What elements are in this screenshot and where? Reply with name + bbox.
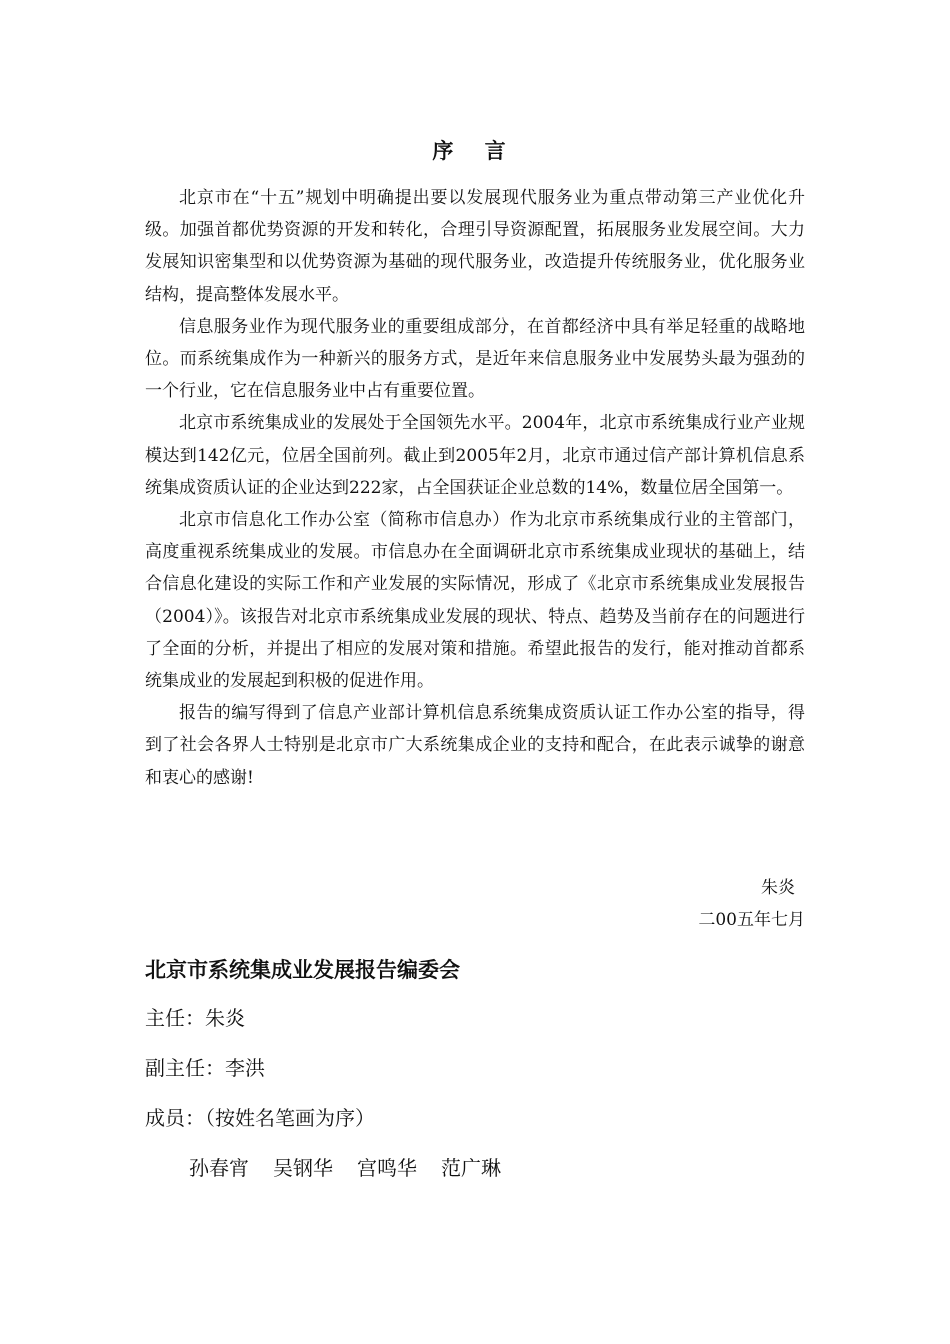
- preface-paragraph: 北京市在“十五”规划中明确提出要以发展现代服务业为重点带动第三产业优化升级。加强首都优势资源的开发和转化，合理引导资源配置，拓展服务业发展空间。大力发展知识密集型和以优势资源为基础的现代服务业，改造提升传统服务业，优化服务业结构，提高整体发展水平。: [145, 188, 805, 305]
- preface-author: 朱炎: [761, 878, 795, 898]
- preface-paragraph: 报告的编写得到了信息产业部计算机信息系统集成资质认证工作办公室的指导，得到了社会各界人士特别是北京市广大系统集成企业的支持和配合，在此表示诚挚的谢意和衷心的感谢!: [145, 703, 805, 788]
- committee-members-list: [189, 1150, 501, 1186]
- committee-member-name: 范广琳: [441, 1156, 501, 1180]
- committee-member-name: 孙春宵: [189, 1156, 249, 1180]
- preface-paragraph: 北京市系统集成业的发展处于全国领先水平。2004年，北京市系统集成行业产业规模达到142亿元，位居全国前列。截止到2005年2月，北京市通过信产部计算机信息系统集成资质认证的企业达到222家，占全国获证企业总数的14%，数量位居全国第一。: [145, 413, 805, 498]
- preface-paragraph: 北京市信息化工作办公室（简称市信息办）作为北京市系统集成行业的主管部门，高度重视系统集成业的发展。市信息办在全面调研北京市系统集成业现状的基础上，结合信息化建设的实际工作和产业发展的实际情况，形成了《北京市系统集成业发展报告（2004）》。该报告对北京市系统集成业发展的现状、特点、趋势及当前存在的问题进行了全面的分析，并提出了相应的发展对策和措施。希望此报告的发行，能对推动首都系统集成业的发展起到积极的促进作用。: [145, 510, 805, 692]
- committee-member-name: 吴钢华: [273, 1156, 333, 1180]
- committee-members-label: 成员：（按姓名笔画为序）: [145, 1106, 375, 1130]
- preface-body: [145, 182, 805, 794]
- preface-paragraph: 信息服务业作为现代服务业的重要组成部分，在首都经济中具有举足轻重的战略地位。而系统集成作为一种新兴的服务方式，是近年来信息服务业中发展势头最为强劲的一个行业，它在信息服务业中占有重要位置。: [145, 316, 805, 402]
- preface-title: 序 言: [432, 138, 518, 163]
- committee-member-name: 宫鸣华: [357, 1156, 417, 1180]
- committee-title: 北京市系统集成业发展报告编委会: [145, 958, 460, 982]
- committee-vice-chair: 副主任：李洪: [145, 1056, 265, 1080]
- committee-chair: 主任：朱炎: [145, 1006, 245, 1030]
- preface-date: 二00五年七月: [698, 910, 805, 930]
